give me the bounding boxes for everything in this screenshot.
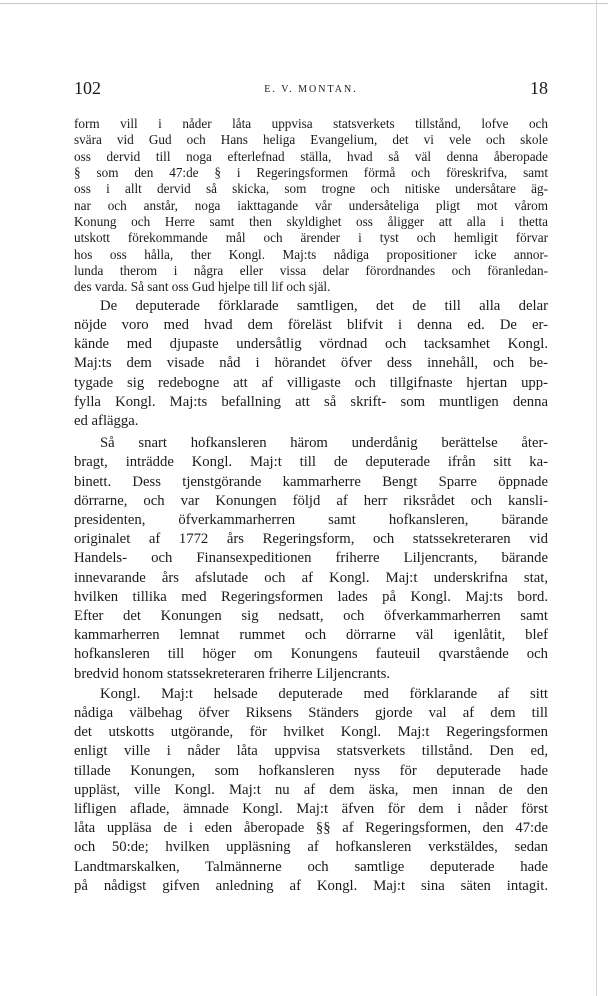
text-line: fylla Kongl. Maj:ts befallning att så skrift- som muntligen denna [74,393,548,410]
running-head: E. V. MONTAN. [264,84,358,95]
signature-mark: 18 [530,78,548,98]
book-page [74,78,548,896]
page-edge-rule [596,0,597,996]
text-line: låta uppläsa de i eden åberopade §§ af Regeringsformen, den 47:de [74,820,548,837]
text-line: hofkansleren till höger om Konungens fauteuil qvarstående och [74,646,548,663]
text-line: originalet af 1772 års Regeringsform, och statssekreteraren vid [74,531,548,548]
text-line: enligt ville i nåder låta uppvisa statsverkets tillstånd. Den ed, [74,743,548,760]
top-edge-rule [0,3,608,4]
text-line: tygade sig redebogne att af villigaste och tillgifnaste hjertan upp- [74,374,548,391]
text-line: Handels- och Finansexpeditionen friherre Liljencrants, bärande [74,550,548,567]
page-number: 102 [74,78,101,98]
page-header [74,78,548,102]
text-line: nöjde voro med hvad dem föreläst blifvit i denna ed. De er- [74,316,548,333]
text-line: De deputerade förklarade samtligen, det de till alla delar [100,297,548,314]
text-line: och 50:de; hvilken uppläsning af hofkansleren verkstäldes, sedan [74,839,548,856]
text-line: binett. Dess tjenstgörande kammarherre Bengt Sparre öppnade [74,473,548,490]
text-line: bragt, inträdde Kongl. Maj:t till de deputerade ifrån sitt ka- [74,454,548,471]
text-line: oss i allt dervid så skicka, som trogne och nitiske undersåtare äg- [74,181,548,197]
text-line: Maj:ts dem visade nåd i hörandet öfver dess innehåll, och be- [74,355,548,372]
text-line: Landtmarskalken, Talmännerne och samtlige deputerade hade [74,858,548,875]
text-line: Kongl. Maj:t helsade deputerade med förklarande af sitt [100,685,548,702]
text-line: hvilken tillika med Regeringsformen lades på Kongl. Maj:ts bord. [74,588,548,605]
text-line: oss dervid till noga efterlefnad ställa, hvad så väl denna åberopade [74,148,548,164]
text-line: svära vid Gud och Hans heliga Evangelium, det vi vele och skole [74,132,548,148]
text-line: des varda. Så sant oss Gud hjelpe till lif och själ. [74,279,331,295]
text-line: presidenten, öfverkammarherren samt hofkansleren, bärande [74,512,548,529]
text-line: form vill i nåder låta uppvisa statsverkets tillstånd, lofve och [74,116,548,131]
text-line: tillade Konungen, som hofkansleren nyss för deputerade hade [74,762,548,779]
text-line: utskott förekommande mål och ärender i tyst och hemligit förvar [74,230,548,246]
text-line: lunda therom i några eller vissa delar förordnandes och föranledan- [74,263,548,279]
text-line: Så snart hofkansleren härom underdånig berättelse åter- [100,435,548,452]
text-line: det utskotts utgörande, för hvilket Kongl. Maj:t Regeringsformen [74,724,548,741]
text-line: på nådigst gifven anledning af Kongl. Maj:t sina säten intagit. [74,877,548,894]
text-line: bredvid honom statssekreteraren friherre Liljencrants. [74,665,391,682]
text-line: ed aflägga. [74,413,139,429]
text-line: Efter det Konungen sig nedsatt, och öfverkammarherren samt [74,608,548,625]
text-line: kände med djupaste undersåtlig vördnad och tacksamhet Kongl. [74,336,548,353]
body-paragraph [74,685,548,896]
text-line: hos oss hålla, ther Kongl. Maj:ts nådiga propositioner icke annor- [74,246,548,262]
oath-paragraph [74,116,548,296]
body-paragraph [74,434,548,684]
text-line: nådiga välbehag öfver Riksens Ständers gjorde val af dem till [74,705,548,722]
text-line: innevarande års afslutade och af Kongl. Maj:t underskrifna stat, [74,569,548,586]
text-line: kammarherren lemnat rummet och dörrarne väl igenlåtit, blef [74,627,548,644]
text-line: § som den 47:de § i Regeringsformen förmå och föreskrifva, samt [74,165,548,181]
text-line: nar och anstår, noga iakttagande vår undersåteliga pligt mot vårom [74,197,548,213]
text-line: dörrarne, och var Konungen följd af herr riksrådet och kansli- [74,492,548,509]
body-paragraph [74,297,548,431]
text-line: Konung och Herre samt then skyldighet oss åligger att alla i thetta [74,214,548,230]
text-line: uppläst, ville Kongl. Maj:t nu af dem äska, men innan de den [74,781,548,798]
text-line: lifligen aflade, ämnade Kongl. Maj:t äfven för dem i nåder först [74,801,548,818]
